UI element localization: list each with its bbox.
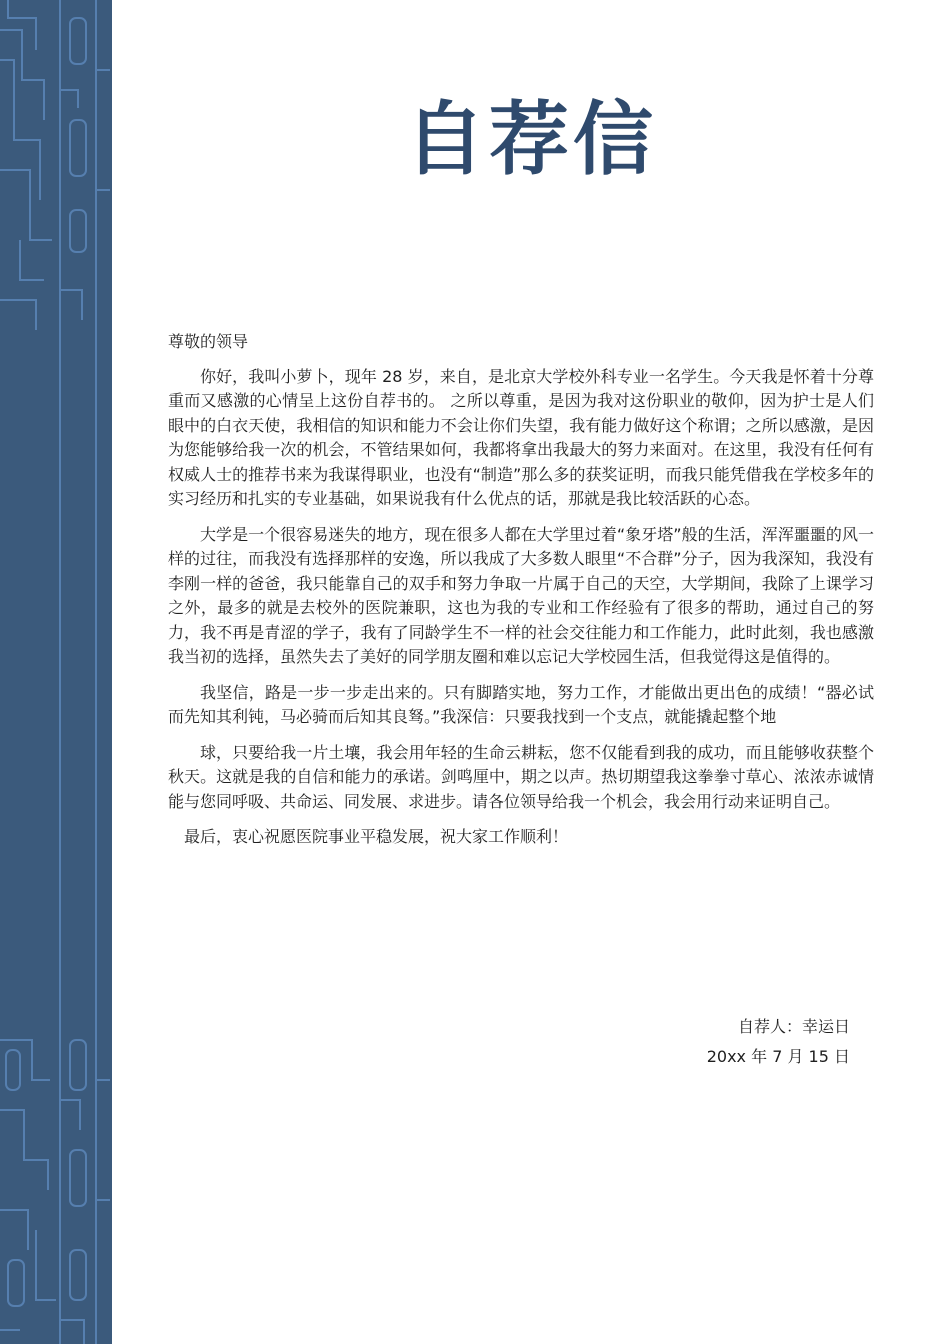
paragraph-2: 大学是一个很容易迷失的地方，现在很多人都在大学里过着“象牙塔”般的生活，浑浑噩噩的风一样的过往，而我没有选择那样的安逸，所以我成了大多数人眼里“不合群”分子，因为我深知，我没有李刚一样的爸爸，我只能靠自己的双手和努力争取一片属于自己的天空，大学期间，我除了上课学习之外，最多的就是去校外的医院兼职，这也为我的专业和工作经验有了很多的帮助，通过自己的努力，我不再是青涩的学子，我有了同龄学生不一样的社会交往能力和工作能力，此时此刻，我也感激我当初的选择，虽然失去了美好的同学朋友圈和难以忘记大学校园生活，但我觉得这是值得的。 [168, 524, 874, 666]
closing-line: 最后，衷心祝愿医院事业平稳发展，祝大家工作顺利！ [184, 827, 569, 846]
decorative-sidebar [0, 0, 112, 1344]
letter-body [168, 330, 874, 861]
paragraph-3: 我坚信，路是一步一步走出来的。只有脚踏实地，努力工作，才能做出更出色的成绩！“器必试而先知其利钝，马必骑而后知其良驽。”我深信：只要我找到一个支点，就能撬起整个地 [168, 682, 874, 726]
signature-block [707, 1012, 850, 1072]
paragraph-4: 球，只要给我一片土壤，我会用年轻的生命云耕耘，您不仅能看到我的成功，而且能够收获整个秋天。这就是我的自信和能力的承诺。剑鸣厘中，期之以声。热切期望我这拳拳寸草心、浓浓赤诚情能与您同呼吸、共命运、同发展、求进步。请各位领导给我一个机会，我会用行动来证明自己。 [168, 742, 874, 811]
signature-date: 20xx 年 7 月 15 日 [706, 1047, 850, 1066]
signature-name: 自荐人：幸运日 [737, 1017, 850, 1036]
greeting: 尊敬的领导 [168, 332, 249, 351]
circuit-pattern [0, 0, 112, 1344]
page-title: 自荐信 [405, 93, 657, 186]
paragraph-1: 你好，我叫小萝卜，现年 28 岁，来自，是北京大学校外科专业一名学生。今天我是怀着十分尊重而又感激的心情呈上这份自荐书的。 之所以尊重，是因为我对这份职业的敬仰，因为护士是人们眼中的白衣天使，我相信的知识和能力不会让你们失望，我有能力做好这个称谓；之所以感激，是因为您能够给我一次的机会，不管结果如何，我都将拿出我最大的努力来面对。在这里，我没有任何有权威人士的推荐书来为我谋得职业，也没有“制造”那么多的获奖证明，而我只能凭借我在学校多年的实习经历和扎实的专业基础，如果说我有什么优点的话，那就是我比较活跃的心态。 [168, 366, 874, 508]
